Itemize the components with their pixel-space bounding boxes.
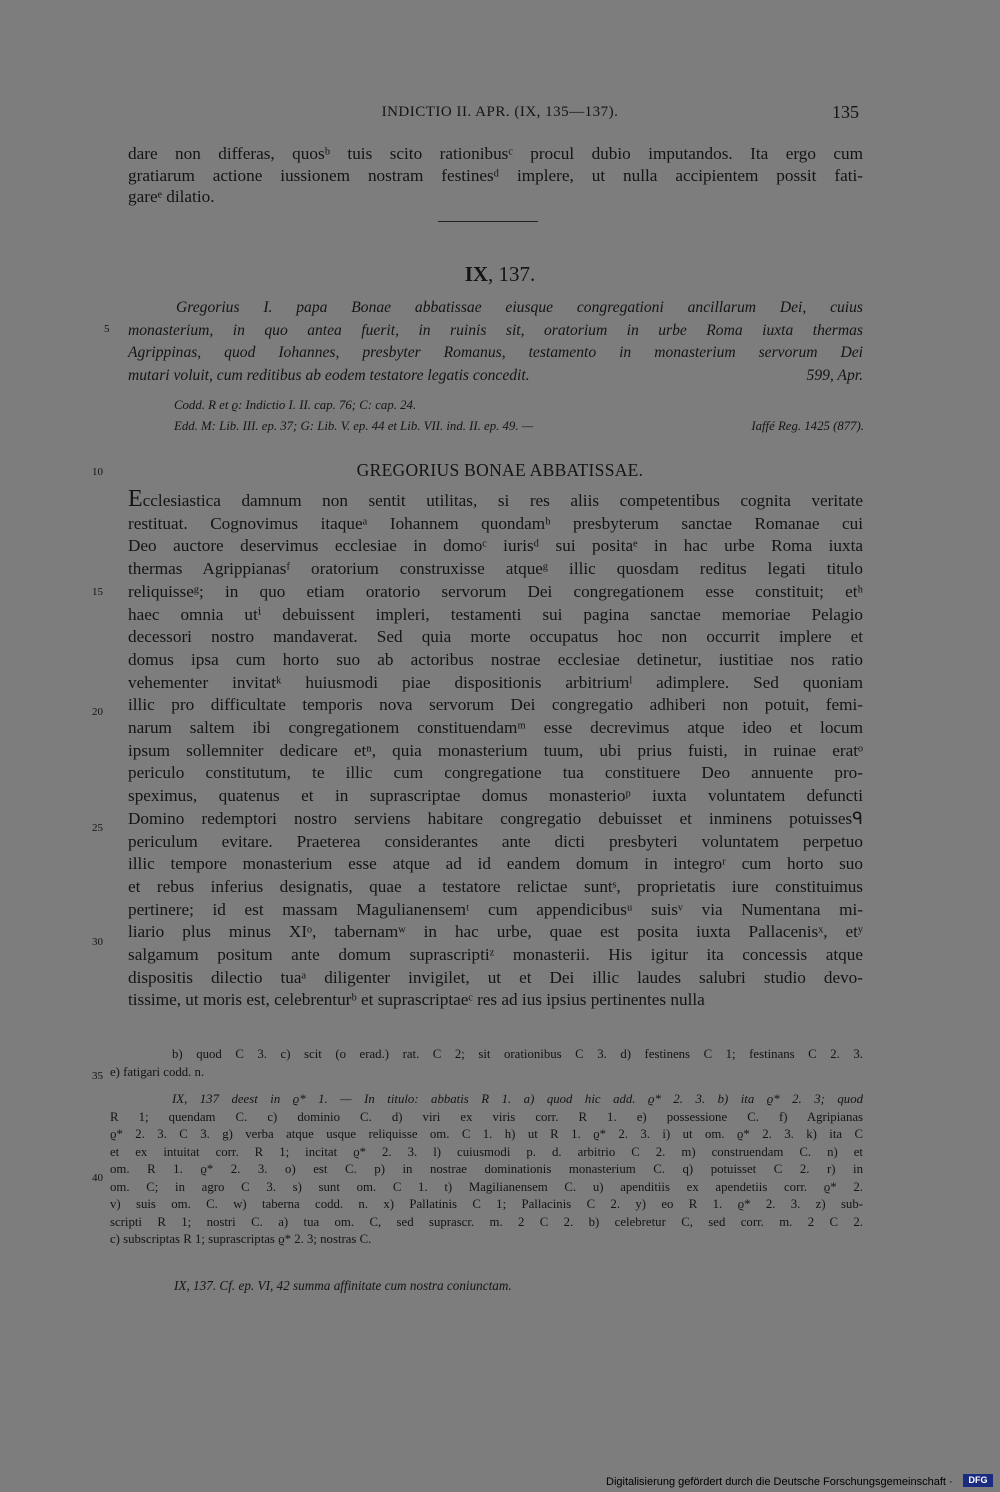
apparatus-line: v) suis om. C. w) taberna codd. n. x) Pallatinis C 1; Pallacinis C 2. y) eo R 1. ϱ* 2. 3. z) sub- [110, 1197, 863, 1211]
letter-number-rest: , 137. [488, 262, 536, 286]
body-line: periculum evitare. Praeterea considerantes ante dicti presbyteri voluntatem perpetuo [128, 831, 863, 851]
apparatus-line: et ex intuitat corr. R 1; incitat ϱ* 2. 3. l) cuiusmodi p. d. arbitrio C 2. m) construendam C. n) et [110, 1144, 863, 1159]
page-number: 135 [832, 102, 859, 122]
body-line: et rebus inferius designatis, quae a testatore relictae suntˢ, proprietatis iure constituimus [128, 876, 863, 896]
line-number: 40 [92, 1172, 103, 1184]
body-line: restituat. Cognovimus itaqueᵃ Iohannem quondamᵇ presbyterum sanctae Romanae cui [128, 513, 863, 533]
body-line: illic tempore monasterium esse atque ad id eandem domum in integroʳ cum horto suo [128, 854, 863, 874]
body-line: speximus, quatenus et in suprascriptae domus monasterioᵖ iuxta voluntatem defuncti [128, 786, 863, 806]
jaffe-reference: Iaffé Reg. 1425 (877). [751, 419, 864, 433]
apparatus-line: ϱ* 2. 3. C 3. g) verba atque usque reliquisse om. C 1. h) ut R 1. ϱ* 2. 3. i) ut om. ϱ* 2. 3. k) ita C [110, 1127, 863, 1141]
body-line: Deo auctore deservimus ecclesiae in domoᶜ iurisᵈ sui positaᵉ in hac urbe Roma iuxta [128, 536, 863, 556]
body-line: domus ipsa cum horto suo ab actoribus nostrae ecclesiae detinetur, iustitiae nos ratio [128, 649, 863, 669]
carry-over-paragraph [128, 143, 863, 208]
line-number: 35 [92, 1070, 103, 1082]
codices-note: Codd. R et ϱ: Indictio I. II. cap. 76; C: cap. 24. [174, 398, 417, 412]
line-number: 30 [92, 936, 103, 948]
footnote-line: e) fatigari codd. n. [110, 1064, 205, 1079]
body-line: Domino redemptori nostro serviens habitare congregatio debuisset et inminens potuissesᑫ [128, 808, 863, 828]
body-line: Ecclesiastica damnum non sentit utilitas, si res aliis competentibus cognita veritate [128, 486, 863, 512]
letter-number [0, 262, 1000, 287]
editions-text: Edd. M: Lib. III. ep. 37; G: Lib. V. ep. 44 et Lib. VII. ind. II. ep. 49. — [174, 419, 534, 433]
body-line: reliquisseᵍ; in quo etiam oratorio servorum Dei congregationem esse constituit; etʰ [128, 581, 863, 601]
body-line: haec omnia utⁱ debuissent impleri, testamenti sui pagina sanctae memoriae Pelagio [128, 604, 863, 624]
apparatus-line: om. C; in agro C 3. s) sunt om. C 1. t) Magilianensem C. u) apenditiis ex apendetiis corr. ϱ* 2. [110, 1179, 863, 1194]
body-line: illic pro difficultate temporis nova servorum Dei congregatio adhiberi non potuit, femi- [128, 695, 863, 715]
apparatus-line: IX, 137 deest in ϱ* 1. — In titulo: abbatis R 1. a) quod hic add. ϱ* 2. 3. b) ita ϱ* 2. 3; quod [172, 1092, 863, 1106]
text-line: gareᵉ dilatio. [128, 187, 215, 206]
text-line: gratiarum actione iussionem nostram festinesᵈ implere, ut nulla accipientem possit fati- [128, 165, 863, 185]
summary-line: Gregorius I. papa Bonae abbatissae eiusque congregationi ancillarum Dei, cuius [176, 299, 863, 316]
line-number: 20 [92, 706, 103, 718]
line-number: 15 [92, 586, 103, 598]
summary-line: monasterium, in quo antea fuerit, in ruinis sit, oratorium in urbe Roma iuxta thermas [128, 321, 863, 339]
body-line: tissime, ut moris est, celebrenturᵇ et suprascriptaeᶜ res ad ius ipsius pertinentes nulla [128, 990, 705, 1010]
text-line: dare non differas, quosᵇ tuis scito rationibusᶜ procul dubio imputandos. Ita ergo cum [128, 144, 863, 163]
body-line: periculo constitutum, te illic cum congregatione tua constituere Deo annuente pro- [128, 763, 863, 783]
footnotes-previous-letter [110, 1046, 863, 1081]
summary-line [128, 365, 863, 388]
line-number: 10 [92, 466, 103, 478]
letter-summary [128, 297, 863, 387]
apparatus-line: om. R 1. ϱ* 2. 3. o) est C. p) in nostrae dominationis monasterium C. q) potuisset C 2. r) in [110, 1162, 863, 1176]
body-line: decessori nostro mandaverat. Sed quia morte occupatus hoc non occurrit implere et [128, 627, 863, 647]
body-line: pertinere; id est massam Magulianensemᵗ cum appendicibusᵘ suisᵛ via Numentana mi- [128, 899, 863, 919]
line-number: 25 [92, 822, 103, 834]
footnote-line: b) quod C 3. c) scit (o erad.) rat. C 2; sit orationibus C 3. d) festinens C 1; festinans C 2. 3. [172, 1047, 863, 1061]
letter-body [128, 488, 863, 1012]
letter-heading: GREGORIUS BONAE ABBATISSAE. [356, 460, 644, 480]
body-line: narum saltem ibi congregationem constituendamᵐ esse decrevimus atque ideo et locum [128, 718, 863, 738]
section-divider [438, 221, 538, 222]
line-number: 5 [104, 323, 110, 335]
apparatus-line: scripti R 1; nostri C. a) tua om. C, sed suprascr. m. 2 C 2. b) celebretur C, sed corr. m. 2 C 2. [110, 1214, 863, 1229]
body-line: salgamum positum ante domum suprascriptiᶻ monasterii. His igitur ita concessis atque [128, 945, 863, 965]
editions-note [174, 416, 864, 437]
letter-number-bold: IX [464, 262, 489, 286]
body-line: liario plus minus XIᵒ, tabernamʷ in hac urbe, quae est posita iuxta Pallacenisˣ, etʸ [128, 922, 863, 942]
digitization-credit: Digitalisierung gefördert durch die Deutsche Forschungsgemeinschaft · [606, 1476, 953, 1488]
summary-date: 599, Apr. [806, 366, 863, 384]
body-line: thermas Agrippianasᶠ oratorium construxisse atqueᵍ illic quosdam reditus legati titulo [128, 559, 863, 579]
body-line: ipsum sollemniter dedicare etⁿ, quia monasterium tuum, ubi prius fuisti, in ruinae eratᵒ [128, 740, 863, 760]
cross-reference-note: IX, 137. Cf. ep. VI, 42 summa affinitate cum nostra coniunctam. [174, 1278, 512, 1293]
critical-apparatus [110, 1091, 863, 1249]
dfg-logo-icon: DFG [963, 1474, 993, 1487]
body-line: dispositis dilectio tuaᵃ diligenter invigilet, ut et Dei illic laudes salubri studio devo- [128, 967, 863, 987]
summary-last-text: mutari voluit, cum reditibus ab eodem testatore legatis concedit. [128, 366, 530, 384]
body-line: vehementer invitatᵏ huiusmodi piae dispositionis arbitriumˡ adimplere. Sed quoniam [128, 672, 863, 692]
apparatus-line: R 1; quendam C. c) dominio C. d) viri ex viris corr. R 1. e) possessione C. f) Agripianas [110, 1109, 863, 1124]
apparatus-line: c) subscriptas R 1; suprascriptas ϱ* 2. 3; nostras C. [110, 1232, 372, 1246]
summary-line: Agrippinas, quod Iohannes, presbyter Romanus, testamento in monasterium servorum Dei [128, 344, 863, 361]
running-header: INDICTIO II. APR. (IX, 135—137). [381, 104, 619, 120]
